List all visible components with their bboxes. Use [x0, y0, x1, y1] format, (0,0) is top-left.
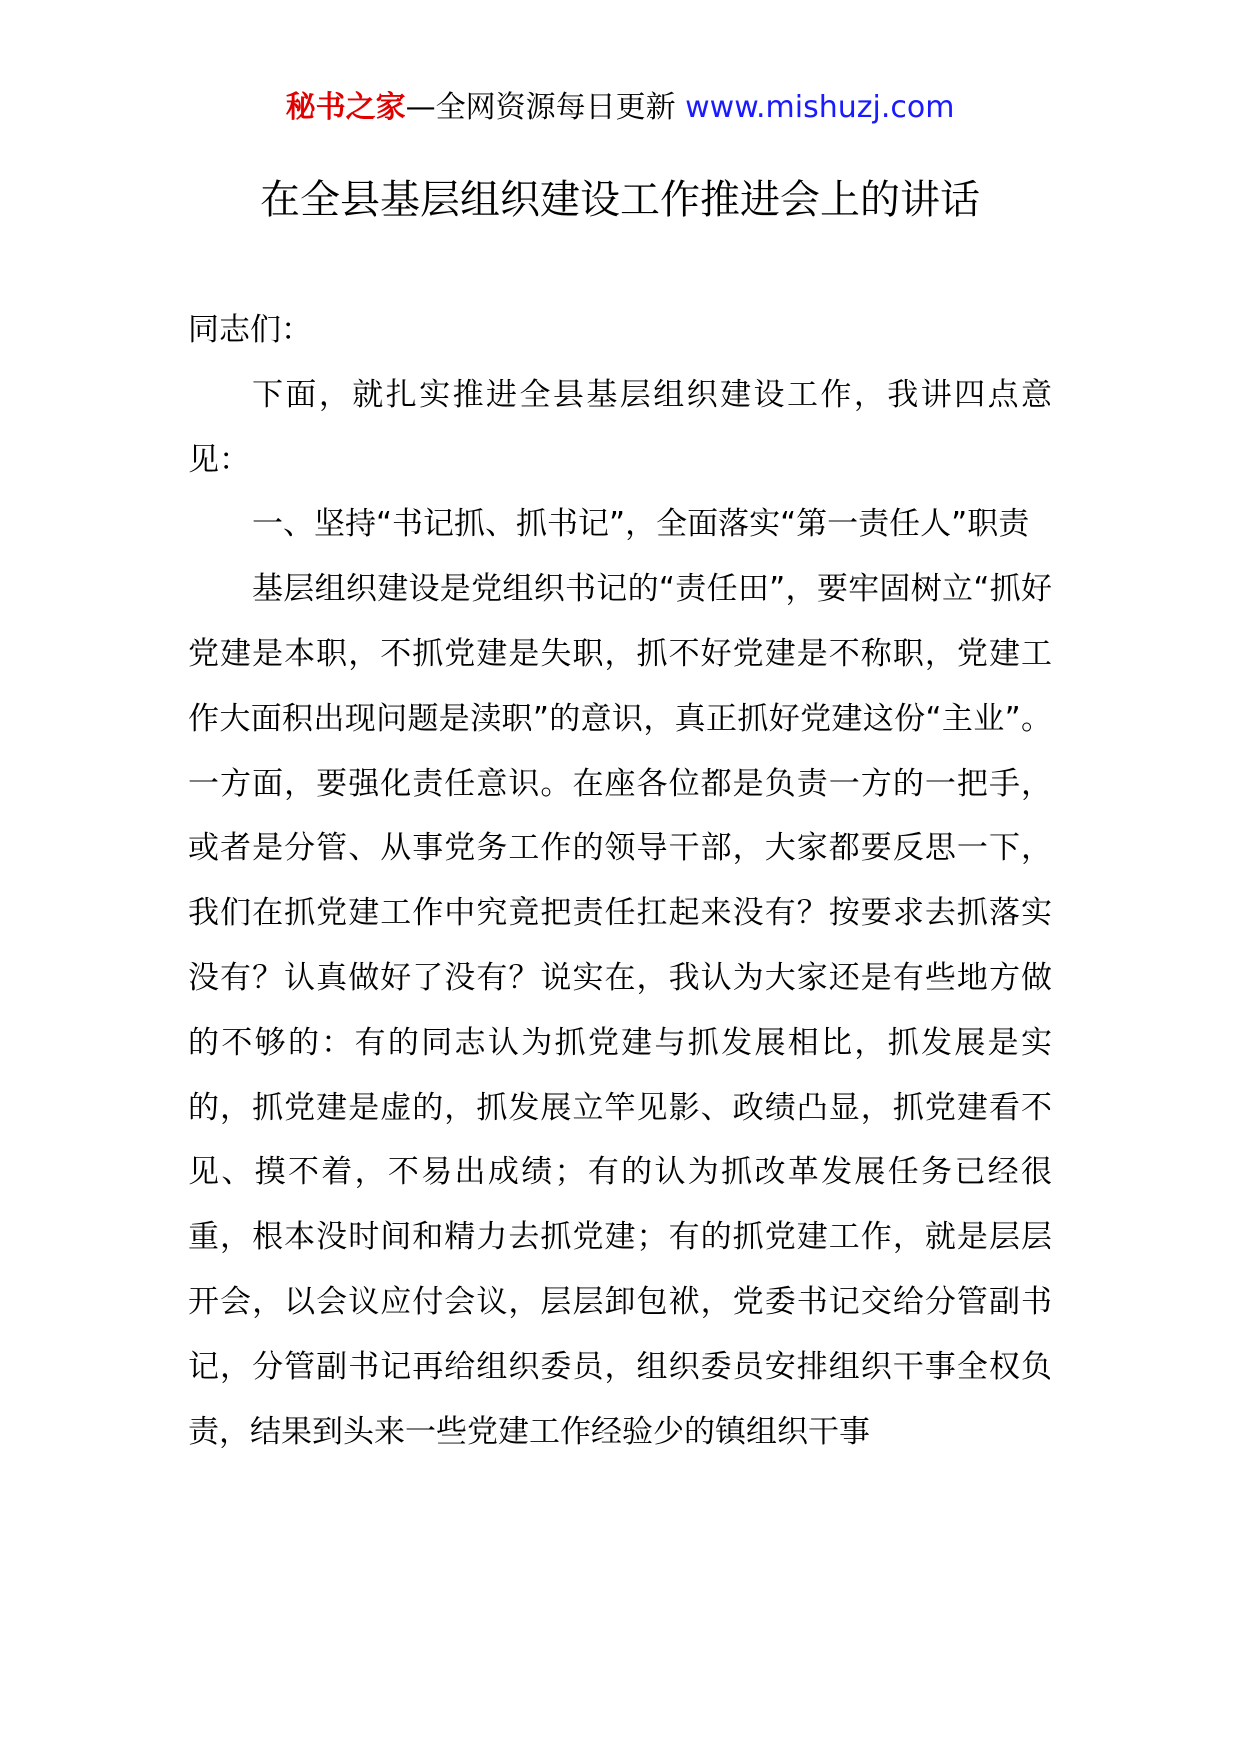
- site-header: [0, 88, 1240, 128]
- paragraph: 下面，就扎实推进全县基层组织建设工作，我讲四点意见：: [188, 376, 1052, 478]
- salutation: 同志们：: [188, 312, 312, 348]
- document-title: 在全县基层组织建设工作推进会上的讲话: [260, 177, 980, 223]
- paragraph: 基层组织建设是党组织书记的“责任田”，要牢固树立“抓好党建是本职，不抓党建是失职，抓不好党建是不称职，党建工作大面积出现问题是渎职”的意识，真正抓好党建这份“主业”。一方面，要强化责任意识。在座各位都是负责一方的一把手，或者是分管、从事党务工作的领导干部，大家都要反思一下，我们在抓党建工作中究竟把责任扛起来没有？按要求去抓落实没有？认真做好了没有？说实在，我认为大家还是有些地方做的不够的：有的同志认为抓党建与抓发展相比，抓发展是实的，抓党建是虚的，抓发展立竿见影、政绩凸显，抓党建看不见、摸不着，不易出成绩；有的认为抓改革发展任务已经很重，根本没时间和精力去抓党建；有的抓党建工作，就是层层开会，以会议应付会议，层层卸包袱，党委书记交给分管副书记，分管副书记再给组织委员，组织委员安排组织干事全权负责，结果到头来一些党建工作经验少的镇组织干事: [188, 571, 1052, 1450]
- document-body: [188, 298, 1052, 1464]
- header-tagline: —全网资源每日更新: [405, 90, 676, 125]
- site-url-link[interactable]: www.mishuzj.com: [685, 90, 955, 125]
- section-heading: 一、坚持“书记抓、抓书记”，全面落实“第一责任人”职责: [252, 506, 1030, 543]
- brand-name: 秘书之家: [285, 90, 406, 125]
